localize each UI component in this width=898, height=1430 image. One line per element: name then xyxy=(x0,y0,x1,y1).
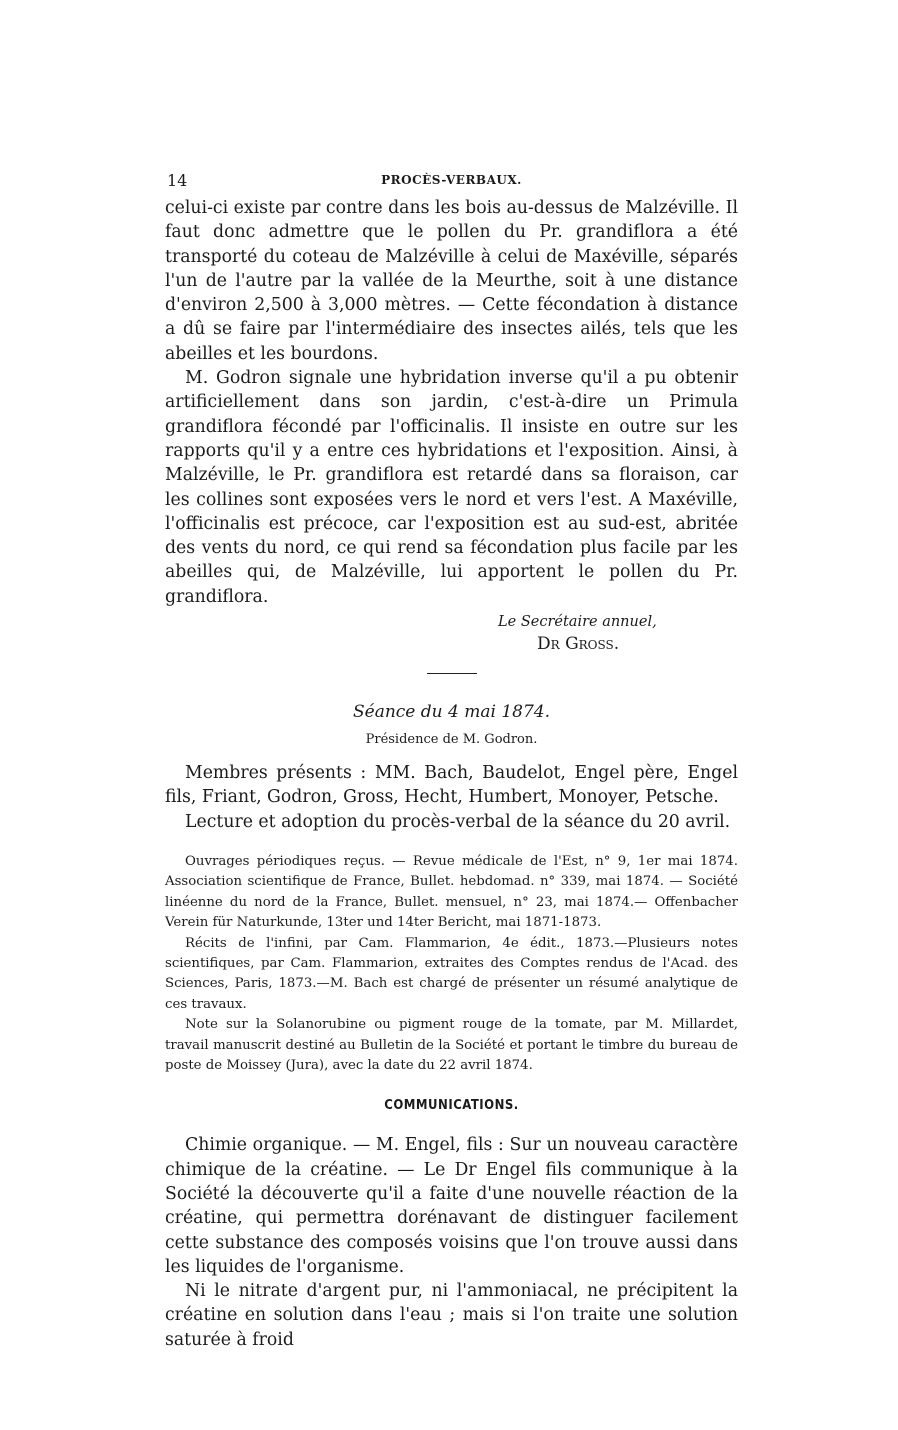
signature-role: Le Secrétaire annuel, xyxy=(498,614,657,631)
received-works xyxy=(165,852,738,1076)
members-present: Membres présents : MM. Bach, Baudelot, Engel père, Engel fils, Friant, Godron, Gross, Hecht, Humbert, Monoyer, Petsche. xyxy=(165,763,738,808)
running-title: PROCÈS-VERBAUX. xyxy=(381,173,522,187)
session-title xyxy=(165,702,738,722)
secretary-signature xyxy=(165,611,738,655)
section-divider xyxy=(427,673,477,674)
signature-name: Dr Gross. xyxy=(537,634,620,655)
minutes-adoption: Lecture et adoption du procès-verbal de la séance du 20 avril. xyxy=(185,811,731,832)
works-flammarion: Récits de l'infini, par Cam. Flammarion, 4e édit., 1873.—Plusieurs notes scientifiques, par Cam. Flammarion, extraites des Comptes rendus de l'Acad. des Sciences, Paris, 1873.—M. Bach est chargé de présenter un résumé analytique de ces travaux. xyxy=(165,935,738,1012)
paragraph-pollen-transport: celui-ci existe par contre dans les bois au-dessus de Malzéville. Il faut donc admettre que le pollen du Pr. grandiflora a été transporté du coteau de Malzéville à celui de Maxéville, séparés l'un de l'autre par la vallée de la Meurthe, soit à une distance d'environ 2,500 à 3,000 mètres. — Cette fécondation à distance a dû se faire par l'intermédiaire des insectes ailés, tels que les abeilles et les bourdons. xyxy=(165,198,738,364)
works-periodicals: Ouvrages périodiques reçus. — Revue médicale de l'Est, n° 9, 1er mai 1874. Association scientifique de France, Bullet. hebdomad. n° 339, mai 1874. — Société linéenne du nord de la France, Bullet. mensuel, n° 23, mai 1874.— Offenbacher Verein für Naturkunde, 13ter und 14ter Bericht, mai 1871-1873. xyxy=(165,853,738,931)
page-number: 14 xyxy=(167,171,188,190)
communication-creatine: Chimie organique. — M. Engel, fils : Sur un nouveau caractère chimique de la créatine. — Le Dr Engel fils communique à la Société la découverte qu'il a faite d'une nouvelle réaction de la créatine, qui permettra dorénavant de distinguer facilement cette substance des composés voisins que l'on trouve aussi dans les liquides de l'organisme. xyxy=(165,1135,738,1277)
running-header xyxy=(165,168,738,196)
document-page xyxy=(165,168,738,1352)
communication-silver-nitrate: Ni le nitrate d'argent pur, ni l'ammoniacal, ne précipitent la créatine en solution dans l'eau ; mais si l'on traite une solution saturée à froid xyxy=(165,1281,738,1350)
works-millardet: Note sur la Solanorubine ou pigment rouge de la tomate, par M. Millardet, travail manuscrit destiné au Bulletin de la Société et portant le timbre du bureau de poste de Moissey (Jura), avec la date du 22 avril 1874. xyxy=(165,1017,738,1073)
paragraph-godron-hybridation: M. Godron signale une hybridation inverse qu'il a pu obtenir artificiellement dans son jardin, c'est-à-dire un Primula grandiflora fécondé par l'officinalis. Il insiste en outre sur les rapports qu'il y a entre ces hybridations et l'exposition. Ainsi, à Malzéville, le Pr. grandiflora est retardé dans sa floraison, car les collines sont exposées vers le nord et vers l'est. A Maxéville, l'officinalis est précoce, car l'exposition est au sud-est, abritée des vents du nord, ce qui rend sa fécondation plus facile par les abeilles qui, de Malzéville, lui apportent le pollen du Pr. grandiflora. xyxy=(165,368,738,607)
session-presidency: Présidence de M. Godron. xyxy=(365,732,538,748)
session-title-text: Séance du 4 mai 1874. xyxy=(353,702,550,723)
communications-heading: COMMUNICATIONS. xyxy=(384,1098,519,1114)
